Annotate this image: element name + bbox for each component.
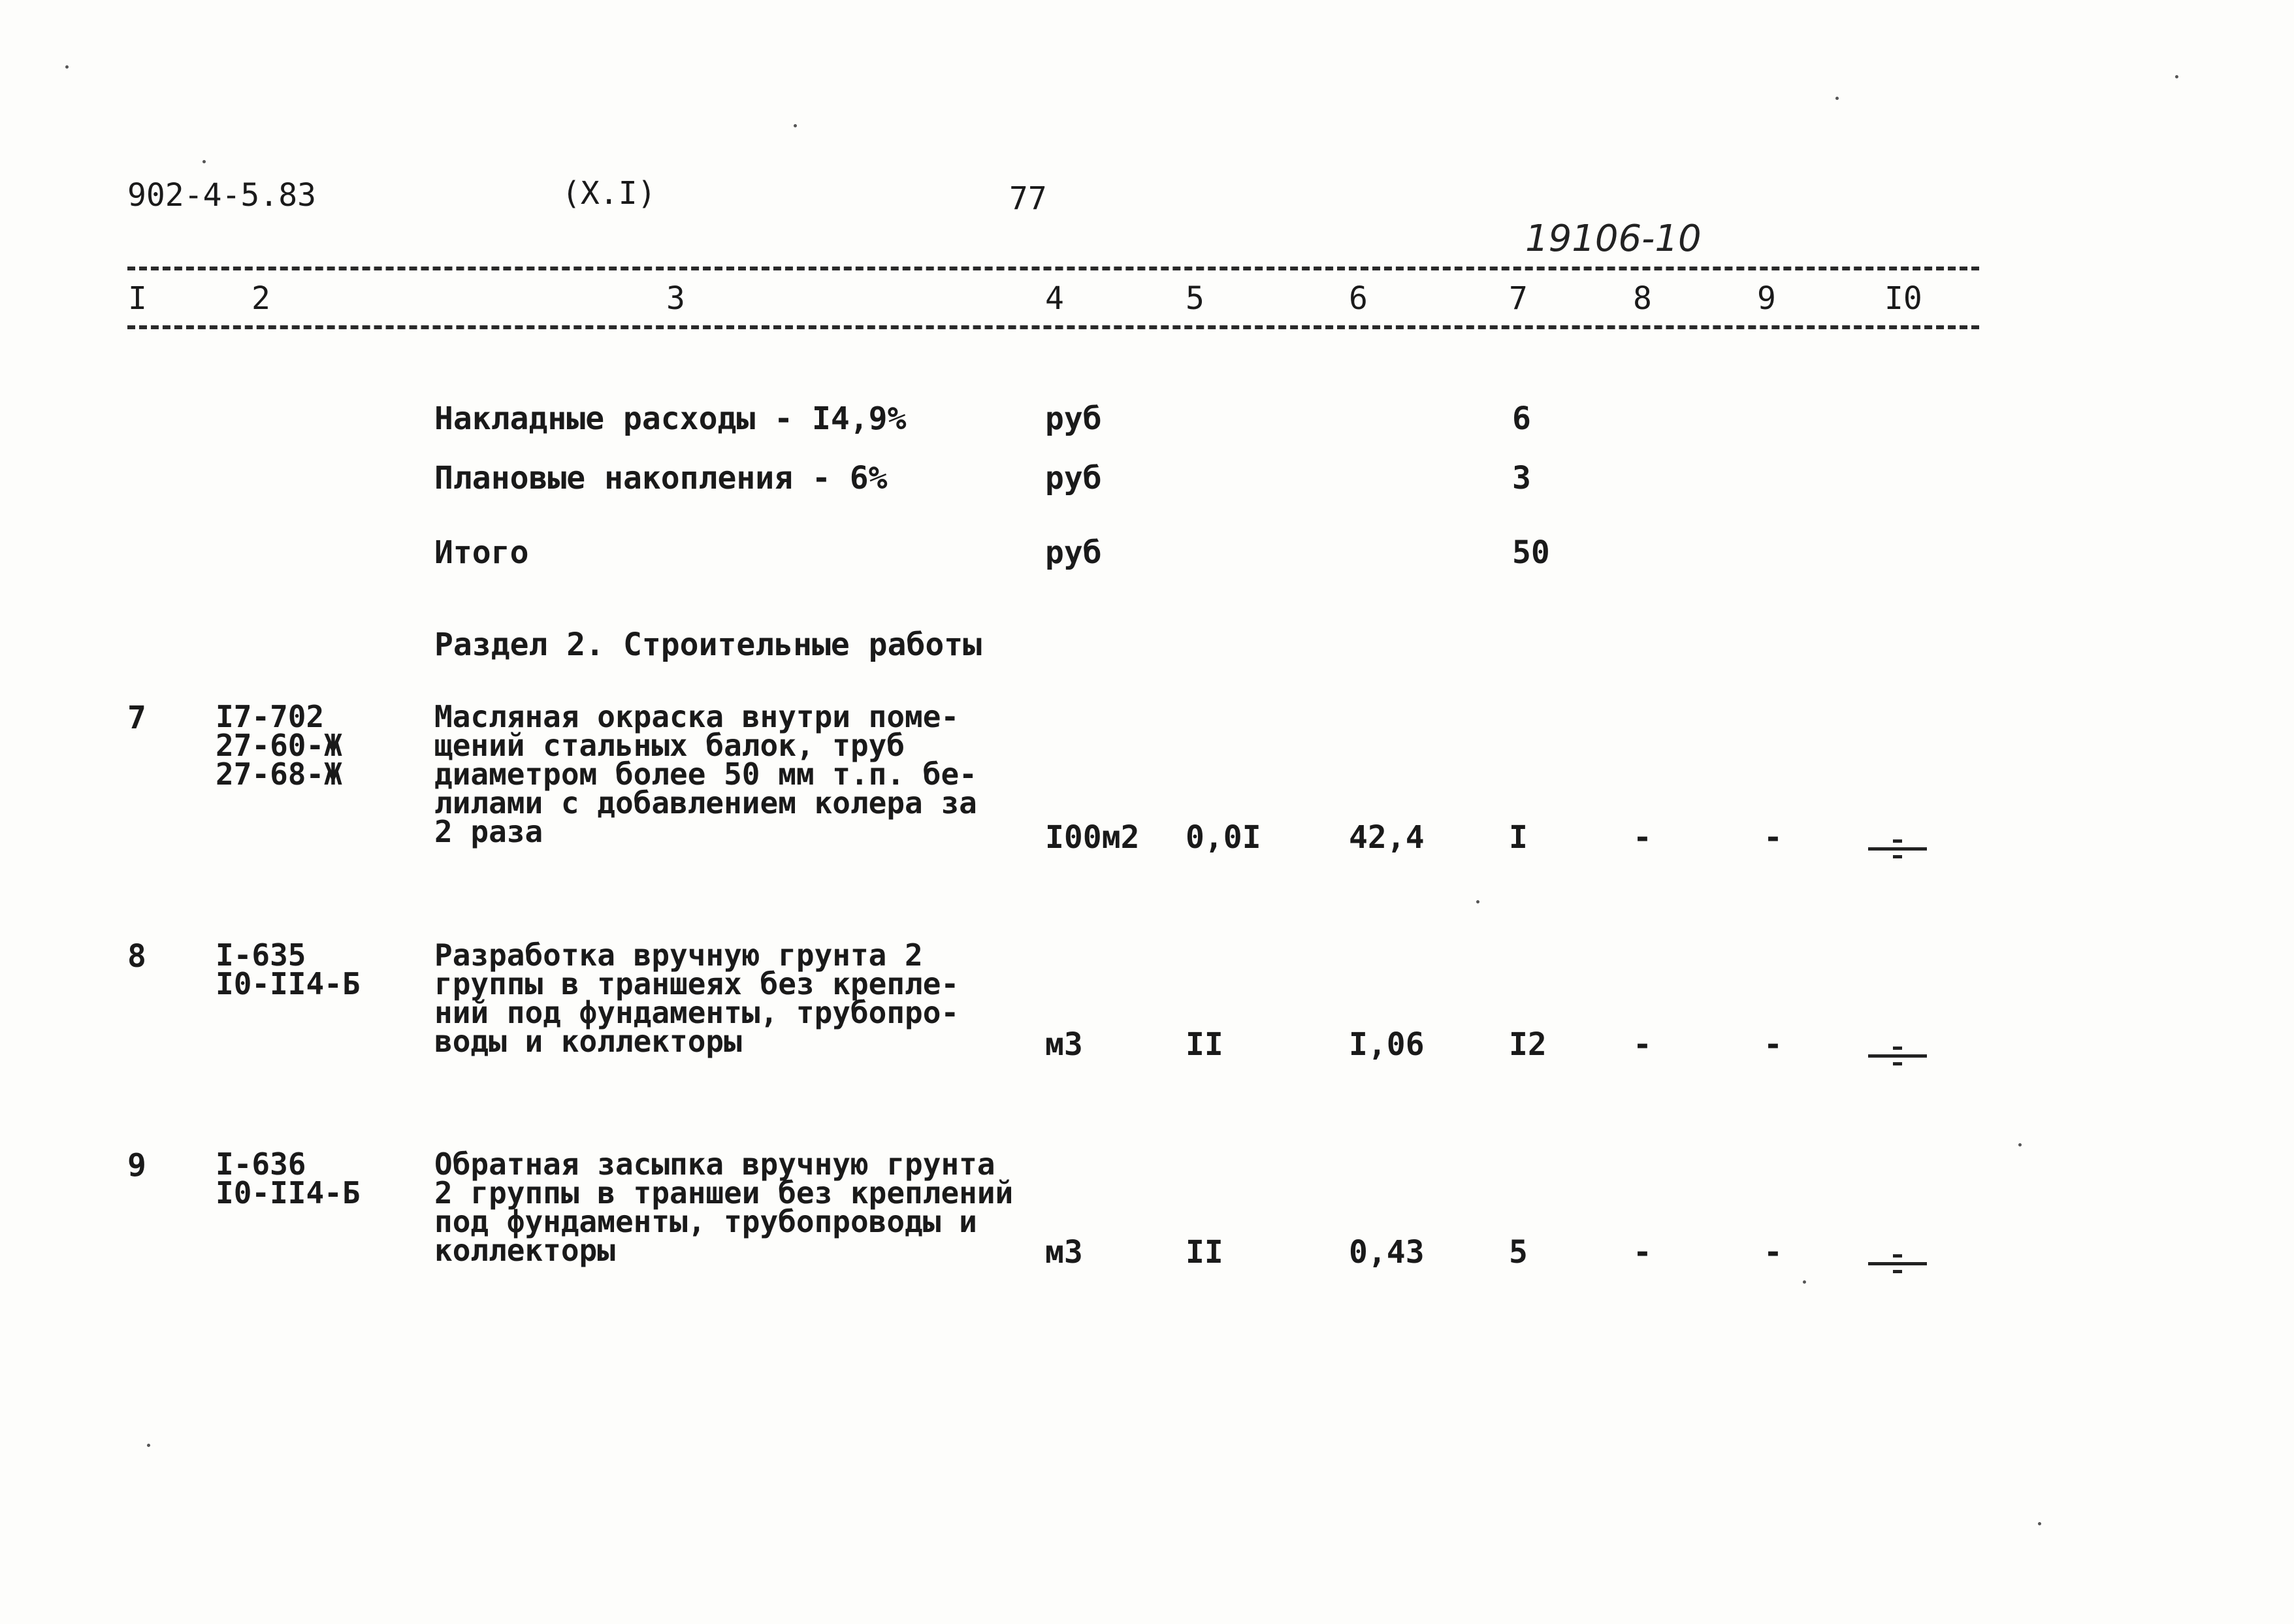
- scan-speck: [1835, 97, 1839, 100]
- scan-speck: [794, 124, 797, 127]
- col-header-1: I: [128, 280, 147, 317]
- row-9-code: I-636 I0-II4-Б: [216, 1146, 361, 1210]
- row-8-division-mark: [1868, 1045, 1927, 1065]
- scan-speck: [1803, 1280, 1806, 1284]
- summary-overhead-label: Накладные расходы - I4,9%: [434, 400, 907, 437]
- scan-speck: [2175, 75, 2178, 78]
- scan-speck: [2038, 1522, 2041, 1525]
- row-7-col8: -: [1633, 819, 1652, 856]
- summary-savings-unit: руб: [1045, 460, 1102, 496]
- summary-overhead-value: 6: [1512, 400, 1531, 437]
- row-9-unit: м3: [1045, 1234, 1083, 1271]
- col-header-9: 9: [1757, 280, 1776, 317]
- album-number: (X.I): [562, 175, 656, 212]
- scan-speck: [65, 65, 69, 69]
- document-code: 902-4-5.83: [127, 177, 316, 214]
- row-7-code: I7-702 27-60-Ж 27-68-Ж: [216, 699, 342, 792]
- summary-total-unit: руб: [1045, 534, 1102, 571]
- row-7-quantity: 0,0I: [1186, 819, 1261, 856]
- header-top-rule: [127, 267, 1979, 270]
- summary-overhead-unit: руб: [1045, 400, 1102, 437]
- row-7-col9: -: [1764, 819, 1783, 856]
- row-8-number: 8: [127, 938, 146, 975]
- col-header-2: 2: [251, 280, 270, 317]
- row-9-col9: -: [1764, 1234, 1783, 1271]
- row-8-unit: м3: [1045, 1026, 1083, 1063]
- col-header-10: I0: [1884, 280, 1922, 317]
- row-9-number: 9: [127, 1147, 146, 1184]
- row-7-unit: I00м2: [1045, 819, 1140, 856]
- handwritten-number: 19106-10: [1525, 218, 1702, 260]
- summary-savings-label: Плановые накопления - 6%: [434, 460, 888, 496]
- scan-speck: [147, 1444, 150, 1447]
- page-number: 77: [1009, 180, 1047, 217]
- row-8-quantity: II: [1186, 1026, 1223, 1063]
- header-bottom-rule: [127, 325, 1979, 329]
- scan-speck: [1476, 900, 1479, 903]
- row-7-price: 42,4: [1349, 819, 1425, 856]
- row-8-col8: -: [1633, 1026, 1652, 1063]
- summary-total-value: 50: [1512, 534, 1550, 571]
- row-8-code: I-635 I0-II4-Б: [216, 937, 361, 1001]
- row-7-division-mark: [1868, 838, 1927, 858]
- row-8-price: I,06: [1349, 1026, 1425, 1063]
- col-header-3: 3: [666, 280, 685, 317]
- row-7-total: I: [1509, 819, 1528, 856]
- col-header-7: 7: [1509, 280, 1528, 317]
- col-header-8: 8: [1633, 280, 1652, 317]
- row-9-total: 5: [1509, 1234, 1528, 1271]
- row-9-description: Обратная засыпка вручную грунта 2 группы в траншеи без креплений под фундаменты, трубопроводы и коллекторы: [434, 1146, 1014, 1268]
- col-header-4: 4: [1045, 280, 1064, 317]
- section-heading: Раздел 2. Строительные работы: [434, 626, 982, 663]
- row-8-col9: -: [1764, 1026, 1783, 1063]
- row-9-quantity: II: [1186, 1234, 1223, 1271]
- row-8-total: I2: [1509, 1026, 1547, 1063]
- row-7-description: Масляная окраска внутри поме- щений стальных балок, труб диаметром более 50 мм т.п. бе- лилами с добавлением колера за 2 раза: [434, 699, 977, 849]
- row-9-price: 0,43: [1349, 1234, 1425, 1271]
- scan-speck: [202, 160, 206, 163]
- row-9-col8: -: [1633, 1234, 1652, 1271]
- summary-total-label: Итого: [434, 534, 529, 571]
- scan-speck: [2018, 1143, 2022, 1146]
- row-8-description: Разработка вручную грунта 2 группы в траншеях без крепле- ний под фундаменты, трубопро- воды и коллекторы: [434, 937, 960, 1059]
- row-9-division-mark: [1868, 1253, 1927, 1273]
- row-7-number: 7: [127, 700, 146, 736]
- col-header-5: 5: [1186, 280, 1204, 317]
- summary-savings-value: 3: [1512, 460, 1531, 496]
- col-header-6: 6: [1349, 280, 1368, 317]
